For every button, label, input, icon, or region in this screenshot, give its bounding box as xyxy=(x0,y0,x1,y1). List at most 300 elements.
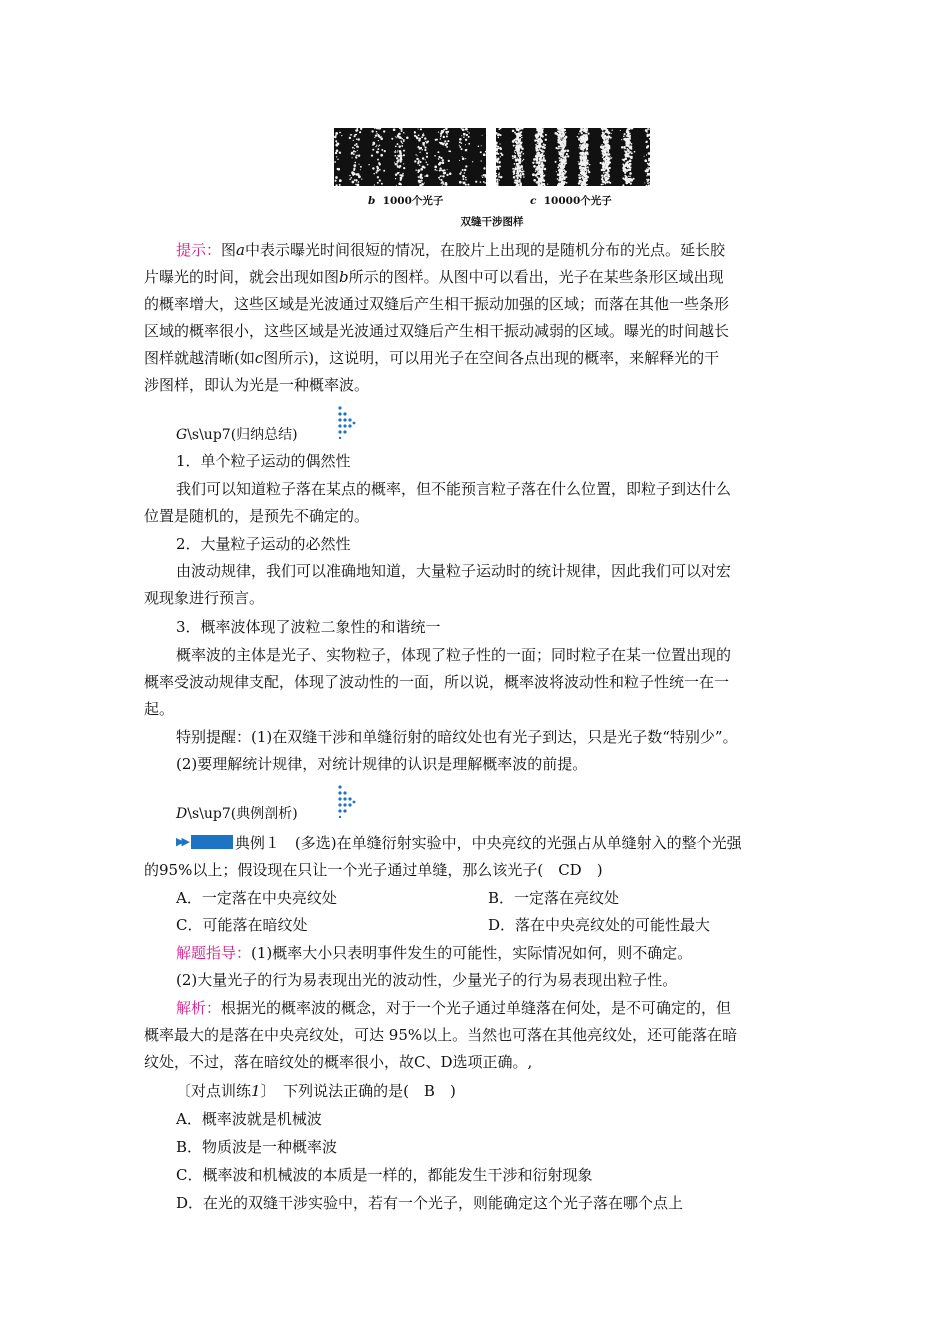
photon-dot xyxy=(545,139,547,141)
training-option-c: C．概率波和机械波的本质是一样的，都能发生干涉和衍射现象 xyxy=(176,1166,593,1184)
photon-dot xyxy=(422,142,424,144)
photon-dot xyxy=(355,129,358,132)
photon-dot xyxy=(445,131,447,133)
photon-dot xyxy=(378,140,379,141)
photon-dot xyxy=(536,157,537,158)
photon-dot xyxy=(465,184,467,186)
photon-dot xyxy=(563,181,566,184)
photon-dot xyxy=(499,179,500,180)
hint-line-5: 图样就越清晰(如c图所示)，这说明，可以用光子在空间各点出现的概率，来解释光的干 xyxy=(144,349,720,367)
photon-dot xyxy=(444,143,445,144)
photon-dot xyxy=(449,172,452,175)
photon-dot xyxy=(626,151,627,152)
photon-dot xyxy=(622,184,624,186)
photon-dot xyxy=(627,153,629,155)
photon-dots-10000 xyxy=(496,128,650,186)
photon-dot xyxy=(465,139,467,141)
photon-dot xyxy=(518,133,519,134)
photon-dot xyxy=(578,138,581,141)
photon-dot xyxy=(625,140,626,141)
photon-dot xyxy=(539,166,540,167)
photon-dot xyxy=(359,131,361,133)
photon-dot xyxy=(499,172,500,173)
photon-dot xyxy=(472,161,473,162)
photon-dot xyxy=(629,145,630,146)
photon-dot xyxy=(602,157,603,158)
photon-dot xyxy=(397,150,398,151)
photon-dot xyxy=(397,172,399,174)
photon-dot xyxy=(517,165,518,166)
photon-dot xyxy=(539,159,542,162)
photon-dot xyxy=(447,140,449,142)
photon-dot xyxy=(588,133,590,135)
photon-dot xyxy=(581,145,583,147)
photon-dot xyxy=(391,138,393,140)
photon-dot xyxy=(626,148,628,150)
photon-dot xyxy=(513,139,515,141)
photon-dot xyxy=(442,143,444,145)
photon-dot xyxy=(336,149,339,152)
photon-dot xyxy=(376,131,378,133)
photon-dot xyxy=(441,170,443,172)
photon-dot xyxy=(630,135,631,136)
photon-dot xyxy=(448,160,450,162)
photon-dot xyxy=(424,137,426,139)
photon-dot xyxy=(358,155,360,157)
photon-dot xyxy=(582,156,585,159)
photon-dot xyxy=(537,135,539,137)
photon-dot xyxy=(555,147,557,149)
photon-dot xyxy=(383,130,385,132)
photon-dot xyxy=(376,133,377,134)
photon-dot xyxy=(563,157,565,159)
photon-dot xyxy=(480,181,482,183)
photon-dot xyxy=(602,165,604,167)
photon-dot xyxy=(337,158,339,160)
photon-dot xyxy=(335,152,337,154)
photon-dot xyxy=(424,176,425,177)
photon-dot xyxy=(368,164,369,165)
photon-dot xyxy=(349,175,350,176)
photon-dot xyxy=(418,176,420,178)
photon-dot xyxy=(518,184,519,185)
photon-dot xyxy=(400,157,402,159)
photon-dot xyxy=(462,157,465,160)
photon-dot xyxy=(384,150,386,152)
photon-dot xyxy=(463,133,464,134)
photon-dot xyxy=(649,129,650,130)
photon-dot xyxy=(603,158,605,160)
photon-dot xyxy=(563,146,565,148)
photon-dot xyxy=(540,175,541,176)
photon-dot xyxy=(563,173,564,174)
photon-dot xyxy=(376,172,378,174)
photon-dot xyxy=(582,170,584,172)
photon-dot xyxy=(586,148,587,149)
photon-dot xyxy=(533,158,536,161)
photon-dot xyxy=(608,134,609,135)
photon-dot xyxy=(634,151,636,153)
photon-dot xyxy=(354,162,356,164)
photon-dot xyxy=(628,138,629,139)
photon-dot xyxy=(397,135,400,138)
photon-dot xyxy=(567,150,570,153)
photon-dot xyxy=(497,166,500,169)
photon-dot xyxy=(601,169,603,171)
photon-dot xyxy=(499,143,500,144)
photon-dot xyxy=(542,160,544,162)
example-option-a: A．一定落在中央亮纹处 xyxy=(176,889,337,907)
photon-dot xyxy=(535,171,536,172)
photon-dot xyxy=(465,128,467,130)
photon-dot xyxy=(517,135,520,138)
photon-dot xyxy=(397,151,398,152)
photon-dot xyxy=(425,141,427,143)
photon-dot xyxy=(538,140,539,141)
photon-dot xyxy=(468,136,470,138)
photon-dot xyxy=(393,128,396,131)
photon-dot xyxy=(483,174,485,176)
photon-dot xyxy=(442,175,444,177)
photon-dot xyxy=(465,158,466,159)
photon-dot xyxy=(355,151,356,152)
photon-dot xyxy=(561,152,563,154)
photon-dot xyxy=(440,157,442,159)
photon-dot xyxy=(401,174,404,177)
photon-dot xyxy=(584,178,585,179)
photon-dot xyxy=(341,135,342,136)
photon-dot xyxy=(629,128,631,130)
photon-dot xyxy=(349,137,351,139)
photon-dot xyxy=(561,138,563,140)
photon-dot xyxy=(648,159,650,161)
photon-dot xyxy=(584,145,587,148)
photon-dot xyxy=(356,143,358,145)
photon-dot xyxy=(647,182,649,184)
photon-dot xyxy=(624,133,626,135)
photon-dot xyxy=(646,185,648,186)
photon-dot xyxy=(445,183,448,186)
photon-dot xyxy=(376,145,377,146)
photon-dot xyxy=(538,129,540,131)
photon-dot xyxy=(602,136,603,137)
photon-dot xyxy=(434,169,436,171)
photon-dot xyxy=(425,159,426,160)
photon-dot xyxy=(442,131,443,132)
photon-dot xyxy=(602,149,603,150)
photon-dot xyxy=(463,136,465,138)
photon-dot xyxy=(414,160,416,162)
photon-dot xyxy=(578,137,579,138)
photon-dot xyxy=(627,140,629,142)
photon-dot xyxy=(540,128,542,130)
photon-dot xyxy=(378,135,380,137)
photon-dots-1000 xyxy=(334,128,486,186)
photon-dot xyxy=(514,163,516,165)
photon-dot xyxy=(626,165,627,166)
photon-dot xyxy=(398,182,401,185)
photon-dot xyxy=(334,161,336,163)
photon-dot xyxy=(441,175,443,177)
photon-dot xyxy=(560,159,561,160)
photon-dot xyxy=(560,162,563,165)
photon-dot xyxy=(420,128,422,130)
photon-dot xyxy=(516,166,517,167)
photon-dot xyxy=(465,179,467,181)
photon-dot xyxy=(514,150,515,151)
analysis-line-2: 概率最大的是落在中央亮纹处，可达 95%以上。当然也可落在其他亮纹处，还可能落在暗 xyxy=(144,1026,738,1044)
photon-dot xyxy=(496,179,498,181)
photon-dot xyxy=(420,182,421,183)
photon-dot xyxy=(498,128,500,130)
photon-dot xyxy=(515,175,517,177)
photon-dot xyxy=(567,155,569,157)
photon-dot xyxy=(467,184,469,186)
photon-dot xyxy=(560,134,561,135)
photon-dot xyxy=(497,134,499,136)
photon-dot xyxy=(483,181,485,183)
photon-dot xyxy=(400,179,402,181)
photon-dot xyxy=(353,150,355,152)
photon-dot xyxy=(516,177,518,179)
photon-dot xyxy=(402,143,403,144)
photon-dot xyxy=(440,138,441,139)
photon-dot xyxy=(579,180,582,183)
photon-dot xyxy=(399,128,400,129)
photon-dot xyxy=(604,163,606,165)
photon-dot xyxy=(443,136,445,138)
photon-dot xyxy=(534,139,536,141)
photon-dot xyxy=(475,181,477,183)
photon-dot xyxy=(647,180,649,182)
photon-dot xyxy=(648,158,649,159)
photon-dot xyxy=(562,179,563,180)
analysis-label: 解析： xyxy=(176,999,222,1017)
photon-dot xyxy=(559,173,561,175)
photon-dot xyxy=(538,170,540,172)
photon-dot xyxy=(562,145,563,146)
photon-dot xyxy=(446,146,448,148)
photon-dot xyxy=(647,136,648,137)
photon-dot xyxy=(521,142,523,144)
photon-dot xyxy=(628,164,631,167)
caption-c: c 10000个光子 xyxy=(530,195,612,207)
photon-dot xyxy=(564,164,566,166)
photon-dot xyxy=(538,165,539,166)
guide-label: 解题指导： xyxy=(176,944,252,962)
example-option-c: C．可能落在暗纹处 xyxy=(176,916,308,934)
photon-dot xyxy=(460,171,462,173)
photon-dot xyxy=(580,175,581,176)
photon-dot xyxy=(648,152,650,155)
photon-dot xyxy=(377,182,379,184)
photon-dot xyxy=(516,169,518,171)
photon-dot xyxy=(496,156,497,157)
photon-dot xyxy=(434,166,437,169)
photon-dot xyxy=(540,171,542,173)
photon-dot xyxy=(438,163,441,166)
photon-dot xyxy=(461,142,463,144)
photon-dot xyxy=(379,179,381,181)
photon-dot xyxy=(459,146,461,148)
photon-dot xyxy=(335,132,338,135)
photon-dot xyxy=(601,184,603,186)
photon-dot xyxy=(535,158,538,161)
photon-dot xyxy=(557,178,559,180)
photon-dot xyxy=(353,169,355,171)
photon-dot xyxy=(647,171,649,173)
photon-dot xyxy=(600,162,602,164)
photon-dot xyxy=(440,136,441,137)
photon-dot xyxy=(539,183,540,184)
summary-p1-line-1: 我们可以知道粒子落在某点的概率，但不能预言粒子落在什么位置，即粒子到达什么 xyxy=(176,480,732,498)
photon-dot xyxy=(608,153,611,156)
photon-dot xyxy=(354,148,355,149)
photon-dot xyxy=(557,141,559,143)
training-option-b: B．物质波是一种概率波 xyxy=(176,1138,338,1156)
photon-dot xyxy=(361,178,362,179)
photon-dot xyxy=(499,165,501,167)
photon-dot xyxy=(521,166,523,168)
photon-dot xyxy=(497,159,499,161)
photon-dot xyxy=(515,149,517,151)
photon-dot xyxy=(556,133,558,135)
photon-dot xyxy=(535,174,538,177)
photon-dot xyxy=(544,175,545,176)
photon-dot xyxy=(630,138,631,139)
photon-dot xyxy=(559,148,561,150)
photon-dot xyxy=(468,143,470,145)
caption-b: b 1000个光子 xyxy=(368,195,444,207)
photon-dot xyxy=(558,157,560,159)
photon-dot xyxy=(648,145,650,147)
photon-dot xyxy=(336,142,337,143)
photon-dot xyxy=(516,183,518,185)
photon-dot xyxy=(421,149,422,150)
photon-dot xyxy=(648,173,649,174)
photon-dot xyxy=(425,147,427,149)
photon-dot xyxy=(498,146,500,148)
photon-dot xyxy=(399,174,401,176)
photon-dot xyxy=(646,154,647,155)
photon-dot xyxy=(445,128,448,130)
photon-dot xyxy=(561,180,564,183)
photon-dot xyxy=(544,147,546,149)
photon-dot xyxy=(464,172,466,174)
photon-dot xyxy=(442,185,443,186)
photon-dot xyxy=(339,132,341,134)
photon-dot xyxy=(580,140,583,143)
photon-dot xyxy=(535,135,537,137)
photon-dot xyxy=(560,156,562,158)
photon-dot xyxy=(339,179,342,182)
photon-dot xyxy=(586,136,588,138)
photon-dot xyxy=(602,180,603,181)
photon-dot xyxy=(539,145,542,148)
photon-dot xyxy=(563,169,565,171)
photon-dot xyxy=(603,142,604,143)
photon-dot xyxy=(583,130,585,132)
photon-dot xyxy=(334,136,337,139)
photon-dot xyxy=(442,161,445,164)
photon-dot xyxy=(440,175,442,177)
photon-dot xyxy=(523,159,524,160)
photon-dot xyxy=(566,182,568,184)
photon-dot xyxy=(351,134,352,135)
photon-dot xyxy=(647,167,648,168)
photon-dot xyxy=(608,145,609,146)
photon-dot xyxy=(469,132,470,133)
photon-dot xyxy=(607,151,609,153)
photon-dot xyxy=(522,173,523,174)
photon-dot xyxy=(379,145,381,147)
example-option-d: D．落在中央亮纹处的可能性最大 xyxy=(488,916,711,934)
hint-line-6: 涉图样，即认为光是一种概率波。 xyxy=(144,376,370,394)
photon-dot xyxy=(559,132,561,134)
photon-dot xyxy=(558,151,559,152)
photon-dot xyxy=(395,173,397,175)
photon-dot xyxy=(518,174,520,176)
photon-dot xyxy=(519,157,520,158)
photon-dot xyxy=(466,134,468,136)
photon-dot xyxy=(516,163,517,164)
photon-dot xyxy=(533,165,536,168)
photon-dot xyxy=(605,149,607,151)
photon-dot xyxy=(339,184,341,186)
photon-dot xyxy=(538,167,541,170)
photon-dot xyxy=(563,143,564,144)
photon-dot xyxy=(565,162,567,164)
photon-dot xyxy=(609,182,610,183)
photon-dot xyxy=(578,147,579,148)
photon-dot xyxy=(621,139,622,140)
photon-dot xyxy=(447,169,448,170)
photon-dot xyxy=(496,173,497,175)
photon-dot xyxy=(401,138,403,140)
photon-dot xyxy=(519,152,521,154)
photon-dot xyxy=(601,144,602,145)
photon-dot xyxy=(418,180,421,183)
photon-dot xyxy=(396,137,397,138)
summary-heading: G\s\up7(归纳总结) xyxy=(176,427,298,443)
photon-dot xyxy=(535,144,537,146)
photon-dot xyxy=(465,177,467,179)
photon-dot xyxy=(627,128,629,130)
photon-dot xyxy=(561,131,563,133)
photon-dot xyxy=(515,132,516,133)
photon-dot xyxy=(383,170,385,172)
photon-dot xyxy=(541,134,543,136)
photon-dot xyxy=(416,137,418,139)
photon-dot xyxy=(422,134,424,136)
photon-dot xyxy=(352,181,355,184)
photon-dot xyxy=(533,179,536,182)
photon-dot xyxy=(401,130,403,132)
section-marker-icon xyxy=(336,405,358,439)
photon-dot xyxy=(335,140,337,142)
photon-dot xyxy=(629,176,631,178)
photon-dot xyxy=(336,156,337,157)
photon-dot xyxy=(500,148,502,150)
photon-dot xyxy=(622,167,624,169)
photon-dot xyxy=(629,151,631,153)
photon-dot xyxy=(628,169,630,171)
photon-dot xyxy=(372,167,374,169)
photon-dot xyxy=(624,161,625,162)
training-option-a: A．概率波就是机械波 xyxy=(176,1110,322,1128)
photon-dot xyxy=(578,176,581,179)
photon-dot xyxy=(631,152,633,154)
